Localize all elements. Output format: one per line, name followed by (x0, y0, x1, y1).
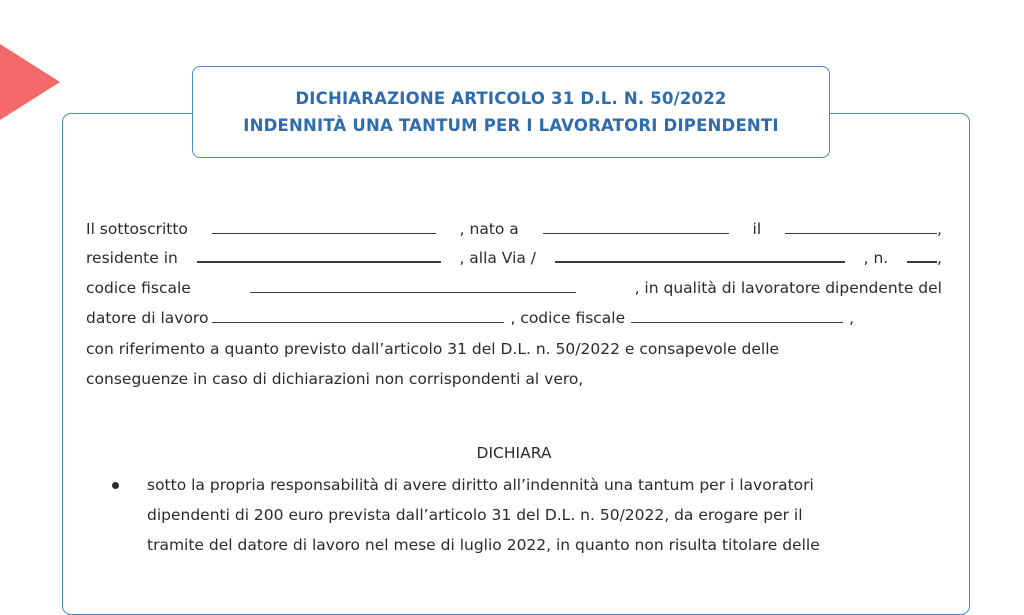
title-line-1: DICHIARAZIONE ARTICOLO 31 D.L. N. 50/2022 (295, 89, 727, 108)
comma-4: , (849, 309, 855, 327)
bullet-line-2: dipendenti di 200 euro prevista dall’articolo 31 del D.L. n. 50/2022, da erogare per il (147, 506, 803, 524)
form-line-3 (86, 273, 942, 303)
label-qualita-lavoratore: , in qualità di lavoratore dipendente del (634, 279, 942, 297)
form-line-4 (86, 303, 942, 333)
label-datore-di-lavoro: datore di lavoro (86, 309, 209, 327)
declare-heading: DICHIARA (476, 444, 552, 462)
label-codice-fiscale-datore: , codice fiscale (510, 309, 626, 327)
form-line-5 (86, 334, 942, 364)
street-field[interactable] (555, 245, 845, 263)
name-field[interactable] (212, 217, 436, 234)
birthplace-field[interactable] (543, 217, 729, 234)
form-line-1 (86, 214, 942, 244)
employer-tax-code-field[interactable] (631, 306, 843, 323)
label-il: il (752, 220, 762, 238)
bullet-line-3: tramite del datore di lavoro nel mese di luglio 2022, in quanto non risulta titolare delle (147, 536, 820, 554)
bullet-dot (112, 482, 119, 489)
title-line-2: INDENNITÀ UNA TANTUM PER I LAVORATORI DIPENDENTI (243, 116, 779, 135)
street-number-field[interactable] (907, 245, 937, 263)
tax-code-field[interactable] (250, 276, 576, 293)
title-box (192, 66, 830, 158)
form-line-6 (86, 364, 942, 394)
reference-text: con riferimento a quanto previsto dall’articolo 31 del D.L. n. 50/2022 e consapevole delle (86, 340, 780, 358)
birthdate-field[interactable] (785, 217, 937, 234)
residence-field[interactable] (197, 245, 441, 263)
comma-2: , (937, 249, 942, 267)
label-alla-via: , alla Via / (459, 249, 537, 267)
label-codice-fiscale: codice fiscale (86, 279, 191, 297)
red-arrow-shape (0, 44, 60, 120)
label-residente-in: residente in (86, 249, 178, 267)
form-line-2 (86, 243, 942, 273)
consequences-text: conseguenze in caso di dichiarazioni non corrispondenti al vero, (86, 370, 584, 388)
comma-1: , (937, 220, 942, 238)
employer-field[interactable] (212, 306, 504, 323)
bullet-line-1: sotto la propria responsabilità di avere diritto all’indennità una tantum per i lavoratori (147, 476, 814, 494)
label-sottoscritto: Il sottoscritto (86, 220, 188, 238)
label-nato-a: , nato a (459, 220, 519, 238)
label-n: , n. (863, 249, 889, 267)
